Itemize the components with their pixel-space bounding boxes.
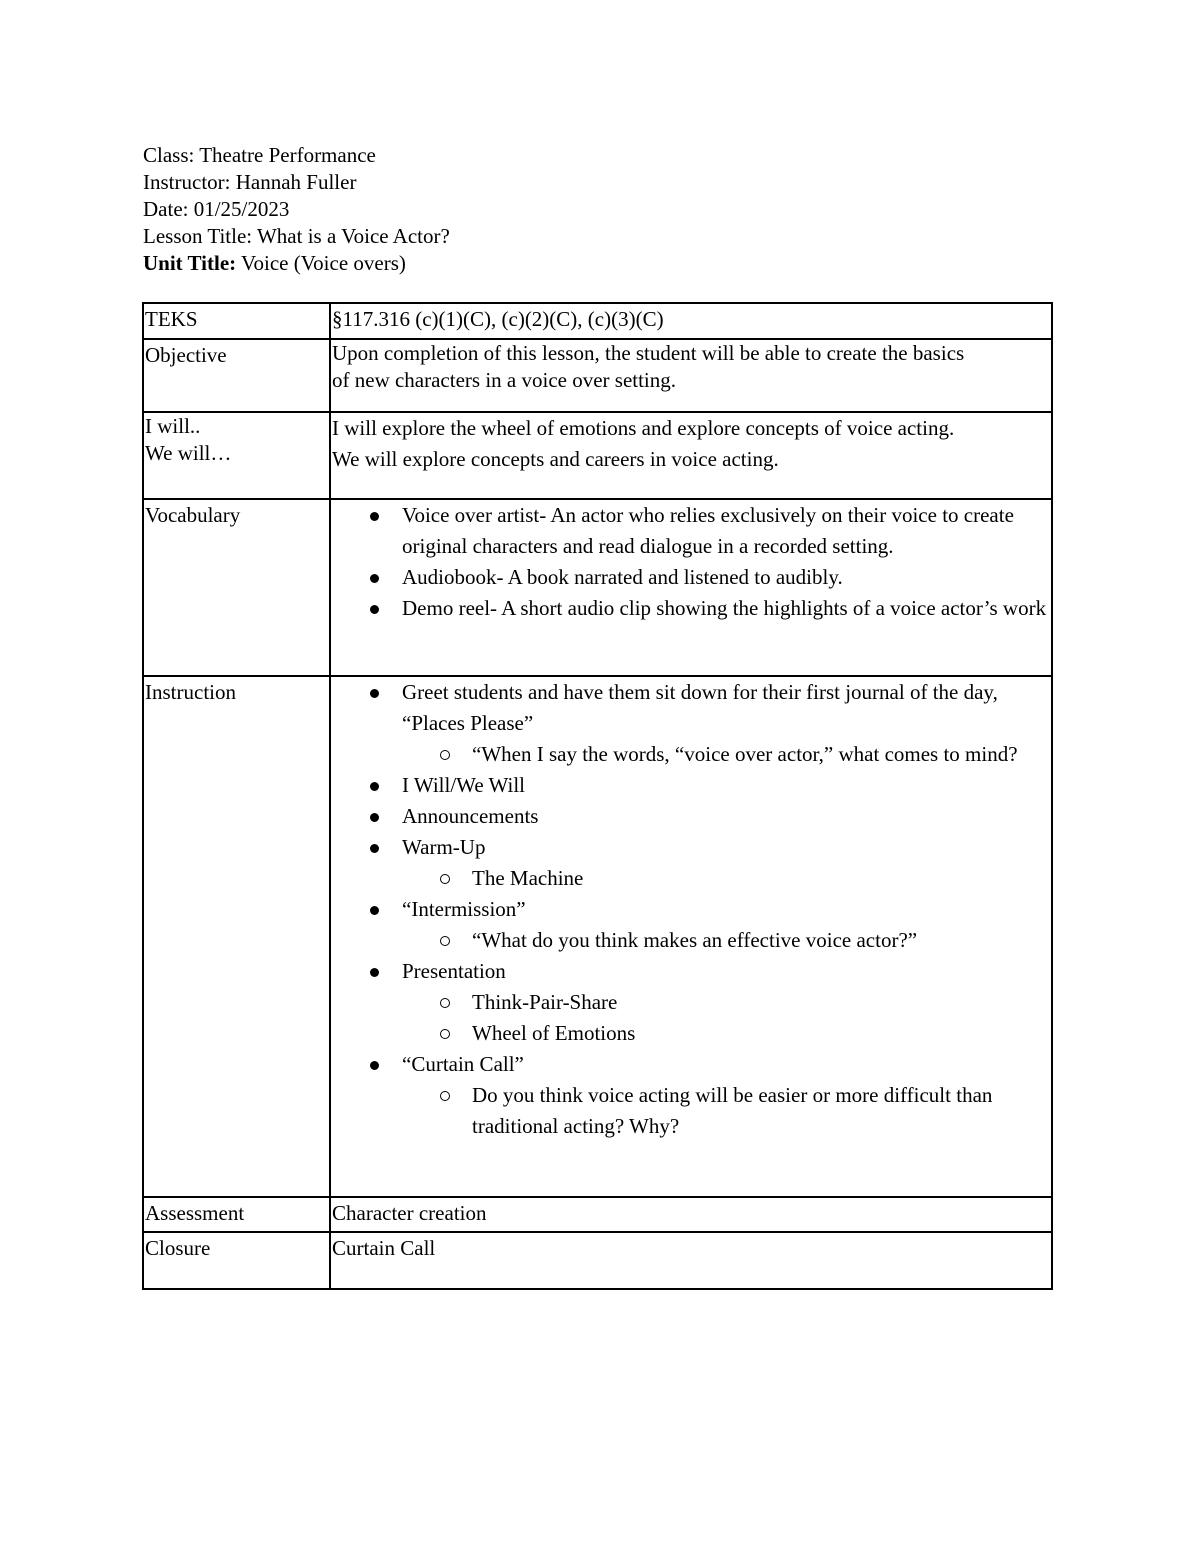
lesson-header [143, 142, 450, 277]
list-item [332, 593, 1051, 624]
list-item [332, 1049, 1051, 1142]
sub-text: Think-Pair-Share [472, 990, 618, 1014]
objective-label: Objective [143, 339, 330, 412]
lesson-plan-table [142, 302, 1053, 1290]
unit-title-value: Voice (Voice overs) [236, 251, 406, 275]
list-item [332, 677, 1051, 770]
sub-list-item [402, 987, 1051, 1018]
sub-text: Do you think voice acting will be easier or more difficult than traditional acting? Why? [472, 1083, 993, 1138]
iwill-label-1: I will.. [145, 414, 201, 438]
teks-value: §117.316 (c)(1)(C), (c)(2)(C), (c)(3)(C) [330, 303, 1052, 339]
row-instruction [143, 676, 1052, 1197]
instruction-value [330, 676, 1052, 1197]
iwill-line-2: We will explore concepts and careers in voice acting. [332, 447, 779, 471]
sub-bullet-icon [440, 936, 450, 946]
bullet-icon [370, 906, 379, 915]
objective-line-2: of new characters in a voice over setting. [332, 368, 677, 392]
row-closure [143, 1232, 1052, 1289]
instruction-text: “Curtain Call” [402, 1052, 524, 1076]
teks-label: TEKS [143, 303, 330, 339]
instruction-label: Instruction [143, 676, 330, 1197]
sub-list-item [402, 863, 1051, 894]
list-item [332, 894, 1051, 956]
bullet-icon [370, 512, 379, 521]
instruction-list [332, 677, 1051, 1142]
sub-list [332, 863, 1051, 894]
lesson-title-line: Lesson Title: What is a Voice Actor? [143, 224, 450, 248]
row-iwill [143, 412, 1052, 499]
row-teks [143, 303, 1052, 339]
assessment-label: Assessment [143, 1197, 330, 1232]
vocab-text: Voice over artist- An actor who relies exclusively on their voice to create original characters and read dialogue in a recorded setting. [402, 503, 1014, 558]
row-assessment [143, 1197, 1052, 1232]
unit-title-label: Unit Title: [143, 251, 237, 275]
assessment-value: Character creation [330, 1197, 1052, 1232]
iwill-line-1: I will explore the wheel of emotions and explore concepts of voice acting. [332, 416, 955, 440]
instruction-text: Greet students and have them sit down for their first journal of the day, “Places Please” [402, 680, 998, 735]
iwill-label [143, 412, 330, 499]
list-item [332, 500, 1051, 562]
bullet-icon [370, 605, 379, 614]
sub-list-item [402, 739, 1051, 770]
sub-list [332, 925, 1051, 956]
bullet-icon [370, 574, 379, 583]
sub-text: The Machine [472, 866, 584, 890]
iwill-value [330, 412, 1052, 499]
sub-text: “When I say the words, “voice over actor,” what comes to mind? [472, 742, 1018, 766]
list-item [332, 562, 1051, 593]
bullet-icon [370, 1061, 379, 1070]
sub-text: Wheel of Emotions [472, 1021, 636, 1045]
bullet-icon [370, 844, 379, 853]
instructor-line: Instructor: Hannah Fuller [143, 170, 357, 194]
instruction-text: Announcements [402, 804, 539, 828]
vocab-text: Audiobook- A book narrated and listened to audibly. [402, 565, 843, 589]
instruction-text: Warm-Up [402, 835, 486, 859]
closure-label: Closure [143, 1232, 330, 1289]
list-item [332, 956, 1051, 1049]
row-vocabulary [143, 499, 1052, 676]
objective-line-1: Upon completion of this lesson, the student will be able to create the basics [332, 341, 965, 365]
instruction-text: “Intermission” [402, 897, 526, 921]
bullet-icon [370, 813, 379, 822]
closure-value: Curtain Call [330, 1232, 1052, 1289]
sub-list-item [402, 1018, 1051, 1049]
list-item [332, 801, 1051, 832]
instruction-text: Presentation [402, 959, 506, 983]
iwill-label-2: We will… [145, 441, 232, 465]
date-line: Date: 01/25/2023 [143, 197, 290, 221]
vocabulary-label: Vocabulary [143, 499, 330, 676]
sub-bullet-icon [440, 750, 450, 760]
sub-bullet-icon [440, 1029, 450, 1039]
sub-list-item [402, 1080, 1051, 1142]
sub-list [332, 1080, 1051, 1142]
bullet-icon [370, 782, 379, 791]
sub-list-item [402, 925, 1051, 956]
vocab-text: Demo reel- A short audio clip showing the highlights of a voice actor’s work [402, 596, 1047, 620]
bullet-icon [370, 968, 379, 977]
sub-text: “What do you think makes an effective voice actor?” [472, 928, 918, 952]
vocabulary-list [332, 500, 1051, 624]
unit-title-line [143, 250, 450, 277]
class-line: Class: Theatre Performance [143, 143, 376, 167]
sub-bullet-icon [440, 998, 450, 1008]
bullet-icon [370, 689, 379, 698]
list-item [332, 832, 1051, 894]
row-objective [143, 339, 1052, 412]
instruction-text: I Will/We Will [402, 773, 525, 797]
sub-bullet-icon [440, 1091, 450, 1101]
objective-value [330, 339, 1052, 412]
sub-bullet-icon [440, 874, 450, 884]
sub-list [332, 739, 1051, 770]
sub-list [332, 987, 1051, 1049]
vocabulary-value [330, 499, 1052, 676]
list-item [332, 770, 1051, 801]
